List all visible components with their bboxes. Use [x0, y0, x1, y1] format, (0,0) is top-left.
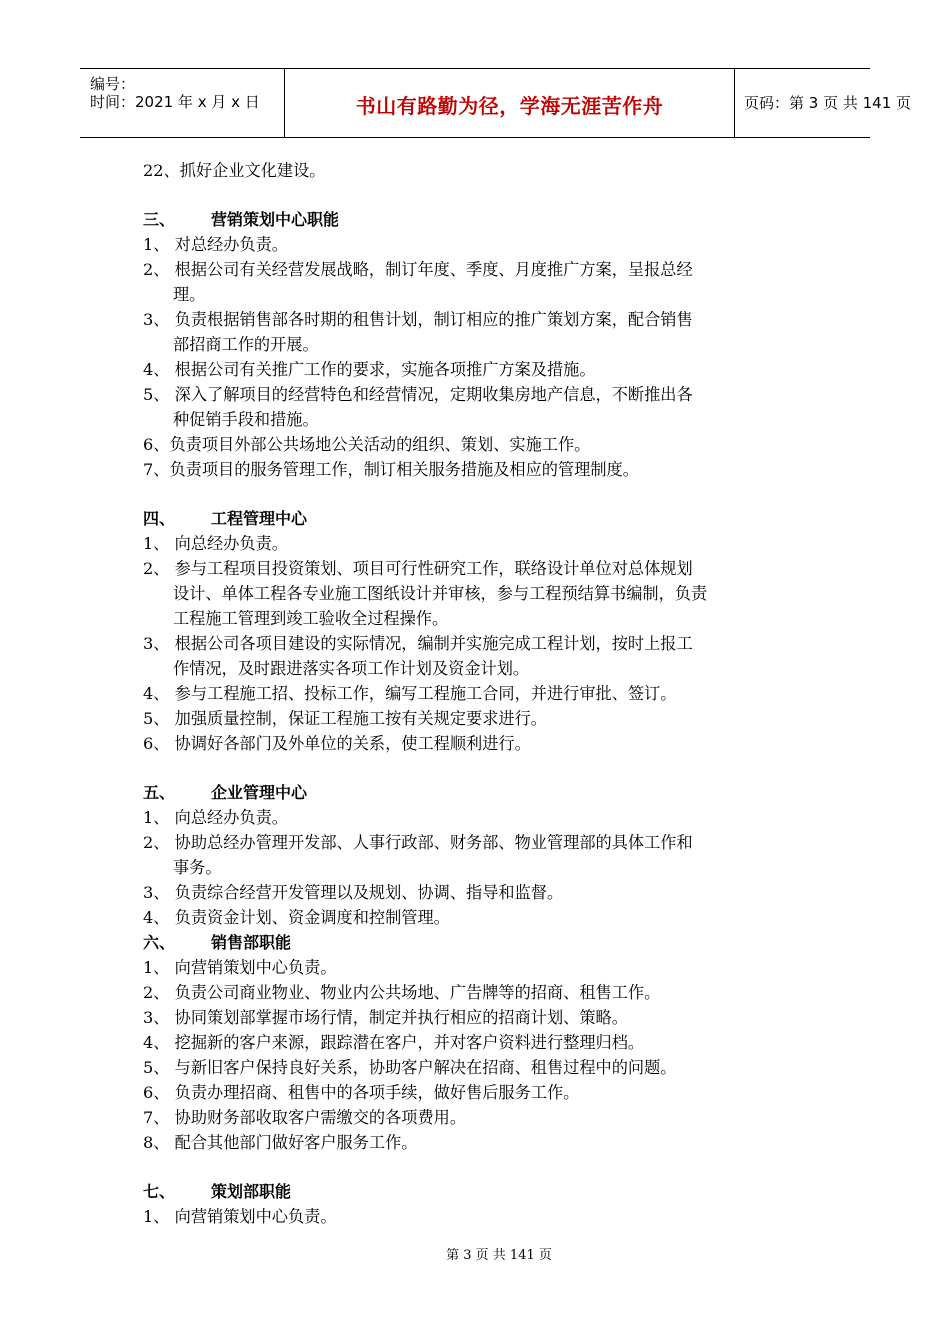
list-item-continuation: 工程施工管理到竣工验收全过程操作。	[173, 609, 449, 628]
list-item-continuation: 设计、单体工程各专业施工图纸设计并审核，参与工程预结算书编制，负责	[173, 584, 708, 603]
list-item-continuation: 事务。	[173, 858, 222, 877]
document-time-label: 时间：2021 年 x 月 x 日	[90, 93, 260, 111]
section-number: 四、	[143, 509, 176, 528]
list-item: 22、抓好企业文化建设。	[143, 161, 326, 180]
list-item-continuation: 种促销手段和措施。	[173, 410, 319, 429]
list-item: 3、 负责综合经营开发管理以及规划、协调、指导和监督。	[143, 883, 564, 902]
list-item: 1、 向营销策划中心负责。	[143, 1207, 337, 1226]
section-number: 五、	[143, 783, 176, 802]
list-item: 2、 根据公司有关经营发展战略，制订年度、季度、月度推广方案，呈报总经	[143, 260, 693, 279]
section-number: 六、	[143, 933, 176, 952]
list-item: 8、 配合其他部门做好客户服务工作。	[143, 1133, 418, 1152]
list-item: 6、 负责办理招商、租售中的各项手续，做好售后服务工作。	[143, 1083, 580, 1102]
paragraph-spacer	[143, 482, 823, 506]
list-item: 2、 负责公司商业物业、物业内公共场地、广告牌等的招商、租售工作。	[143, 983, 661, 1002]
list-item: 3、 负责根据销售部各时期的租售计划，制订相应的推广策划方案，配合销售	[143, 310, 693, 329]
header-motto: 书山有路勤为径，学海无涯苦作舟	[355, 94, 664, 118]
list-item-continuation: 部招商工作的开展。	[173, 335, 319, 354]
section-number: 七、	[143, 1182, 176, 1201]
header-meta-cell	[80, 69, 284, 137]
list-item: 4、 参与工程施工招、投标工作，编写工程施工合同，并进行审批、签订。	[143, 684, 677, 703]
list-item: 5、 深入了解项目的经营特色和经营情况，定期收集房地产信息，不断推出各	[143, 385, 693, 404]
page-header	[80, 68, 912, 138]
paragraph-spacer	[143, 1155, 823, 1179]
paragraph-spacer	[143, 183, 823, 207]
section-heading	[143, 207, 823, 232]
list-item: 4、 挖掘新的客户来源，跟踪潜在客户，并对客户资料进行整理归档。	[143, 1033, 645, 1052]
section-title: 销售部职能	[211, 933, 292, 952]
header-page-cell	[734, 69, 912, 137]
document-number-label: 编号：	[90, 75, 136, 93]
section-heading	[143, 930, 823, 955]
list-item: 3、 根据公司各项目建设的实际情况，编制并实施完成工程计划，按时上报工	[143, 634, 693, 653]
page-footer: 第 3 页 共 141 页	[446, 1248, 552, 1263]
list-item-continuation: 理。	[173, 285, 206, 304]
section-title: 工程管理中心	[211, 509, 308, 528]
header-motto-cell	[284, 69, 735, 137]
section-title: 营销策划中心职能	[211, 210, 340, 229]
list-item: 1、 向营销策划中心负责。	[143, 958, 337, 977]
paragraph-spacer	[143, 756, 823, 780]
list-item: 6、 协调好各部门及外单位的关系，使工程顺利进行。	[143, 734, 531, 753]
list-item: 5、 加强质量控制，保证工程施工按有关规定要求进行。	[143, 709, 547, 728]
list-item: 1、 向总经办负责。	[143, 534, 288, 553]
list-item-continuation: 作情况，及时跟进落实各项工作计划及资金计划。	[173, 659, 530, 678]
list-item: 3、 协同策划部掌握市场行情，制定并执行相应的招商计划、策略。	[143, 1008, 628, 1027]
section-title: 企业管理中心	[211, 783, 308, 802]
section-heading	[143, 780, 823, 805]
list-item: 2、 参与工程项目投资策划、项目可行性研究工作，联络设计单位对总体规划	[143, 559, 693, 578]
document-body	[143, 158, 823, 1229]
list-item: 5、 与新旧客户保持良好关系，协助客户解决在招商、租售过程中的问题。	[143, 1058, 677, 1077]
list-item: 2、 协助总经办管理开发部、人事行政部、财务部、物业管理部的具体工作和	[143, 833, 693, 852]
list-item: 7、负责项目的服务管理工作，制订相关服务措施及相应的管理制度。	[143, 460, 639, 479]
list-item: 4、 负责资金计划、资金调度和控制管理。	[143, 908, 450, 927]
header-page-info: 页码：第 3 页 共 141 页	[744, 94, 912, 112]
section-heading	[143, 1179, 823, 1204]
section-heading	[143, 506, 823, 531]
list-item: 4、 根据公司有关推广工作的要求，实施各项推广方案及措施。	[143, 360, 596, 379]
list-item: 1、 向总经办负责。	[143, 808, 288, 827]
list-item: 1、 对总经办负责。	[143, 235, 288, 254]
list-item: 6、负责项目外部公共场地公关活动的组织、策划、实施工作。	[143, 435, 591, 454]
section-number: 三、	[143, 210, 176, 229]
section-title: 策划部职能	[211, 1182, 292, 1201]
list-item: 7、 协助财务部收取客户需缴交的各项费用。	[143, 1108, 467, 1127]
